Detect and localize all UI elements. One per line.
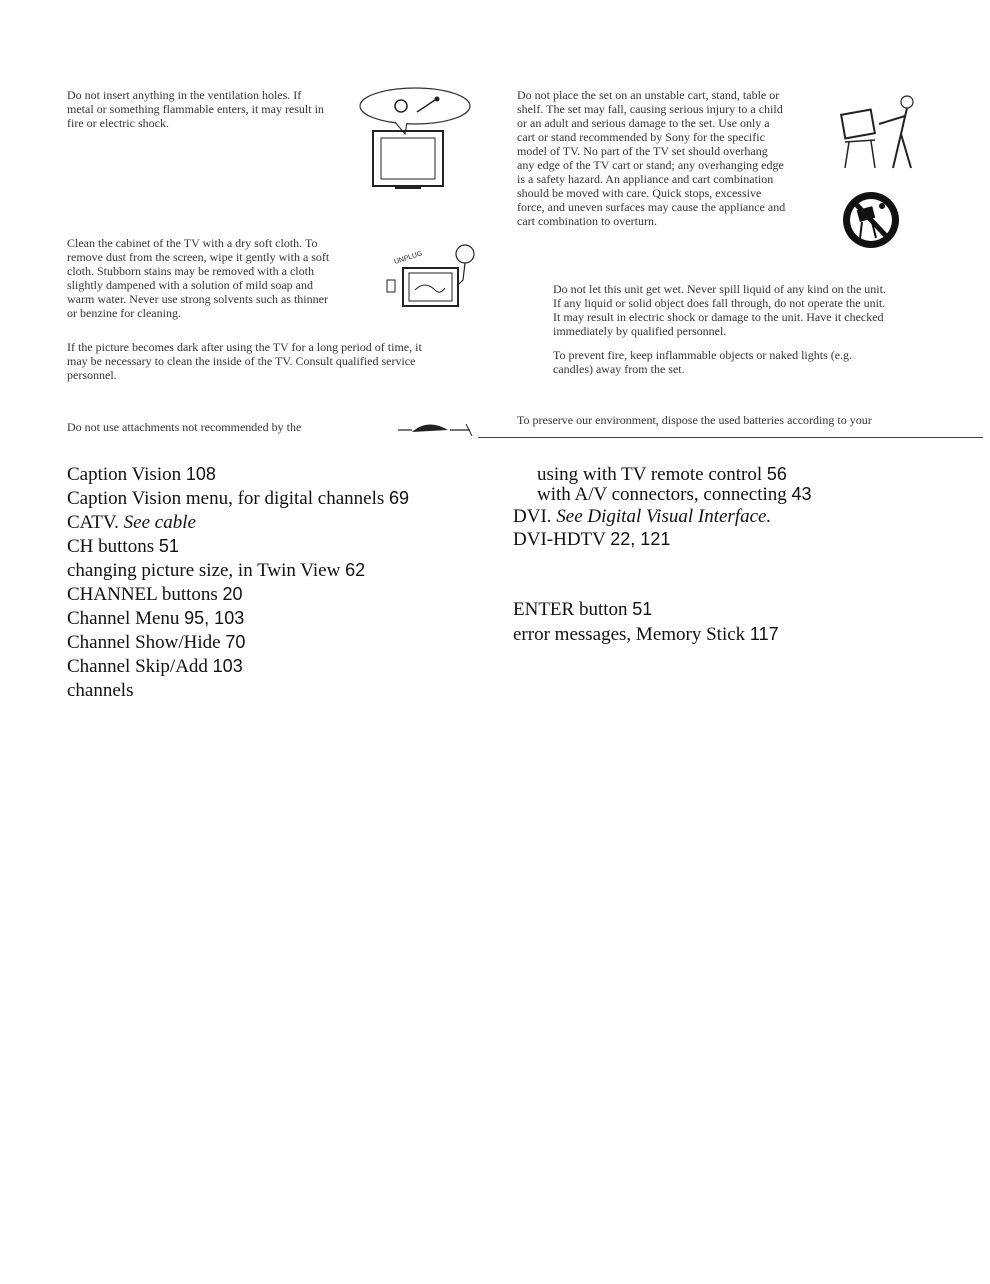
- cart-text: Do not place the set on an unstable cart, stand, table or shelf. The set may fall, causing serious injury to a child or an adult and serious damage to the set. Use only a cart or stand recommended by Sony for the specific model of TV. No part of the TV set should overhang any edge of the TV cart or stand; any overhanging edge is a safety hazard. An appliance and cart combination should be moved with care. Quick stops, excessive force, and uneven surfaces may cause the appliance and cart combination to overturn.: [517, 88, 786, 228]
- wet-text: Do not let this unit get wet. Never spill liquid of any kind on the unit. If any liquid or solid object does fall through, do not operate the unit. It may result in electric shock or damage to the unit. Have it checked immediately by qualified personnel.: [553, 282, 886, 338]
- index-entry: CATV. See cable: [67, 512, 196, 533]
- clean-cabinet-note: [67, 236, 387, 320]
- index-entry: Caption Vision menu, for digital channels 69: [67, 488, 410, 509]
- batteries-text: To preserve our environment, dispose the used batteries according to your: [517, 413, 872, 427]
- ventilation-illustration-icon: [355, 86, 485, 196]
- clean-cabinet-text: Clean the cabinet of the TV with a dry soft cloth. To remove dust from the screen, wipe it gently with a soft cloth. Stubborn stains may be removed with a cloth slightly dampened with a solution of mild soap and warm water. Never use strong solvents such as thinner or benzine for cleaning.: [67, 236, 330, 320]
- dark-picture-note: [67, 340, 487, 382]
- unplug-label: UNPLUG: [393, 250, 424, 266]
- cart-warning: [517, 88, 837, 228]
- index-subentry: using with TV remote control 56: [537, 464, 787, 485]
- index-entry: DVI-HDTV 22, 121: [513, 529, 671, 550]
- index-entry: Channel Skip/Add 103: [67, 656, 243, 677]
- attachment-device-icon: [398, 418, 478, 438]
- index-entry: changing picture size, in Twin View 62: [67, 560, 366, 581]
- fire-text: To prevent fire, keep inflammable objects or naked lights (e.g. candles) away from the set.: [553, 348, 853, 376]
- cart-tipping-icon: [835, 94, 930, 174]
- index-entry: Caption Vision 108: [67, 464, 216, 485]
- index-entry: CH buttons 51: [67, 536, 179, 557]
- index-subentry: with A/V connectors, connecting 43: [537, 484, 812, 505]
- index-entry: DVI. See Digital Visual Interface.: [513, 506, 772, 527]
- attachments-warning: [67, 420, 367, 434]
- index-entry: Channel Menu 95, 103: [67, 608, 245, 629]
- index-entry: CHANNEL buttons 20: [67, 584, 243, 605]
- wet-warning: [553, 282, 943, 338]
- batteries-note: [517, 413, 947, 427]
- scan-cut-line: [478, 437, 983, 438]
- index-entry: ENTER button 51: [513, 599, 653, 620]
- index-entry: channels: [67, 680, 134, 701]
- no-tipping-icon: [840, 186, 902, 254]
- attachments-text: Do not use attachments not recommended by the: [67, 420, 302, 434]
- ventilation-text: Do not insert anything in the ventilation holes. If metal or something flammable enters, it may result in fire or electric shock.: [67, 88, 324, 130]
- dark-picture-text: If the picture becomes dark after using the TV for a long period of time, it may be necessary to clean the inside of the TV. Consult qualified service personnel.: [67, 340, 422, 382]
- ventilation-warning: [67, 88, 367, 130]
- unplug-cleaning-icon: [385, 240, 480, 310]
- index-entry: Channel Show/Hide 70: [67, 632, 246, 653]
- index-entry: error messages, Memory Stick 117: [513, 624, 779, 645]
- fire-warning: [553, 348, 943, 376]
